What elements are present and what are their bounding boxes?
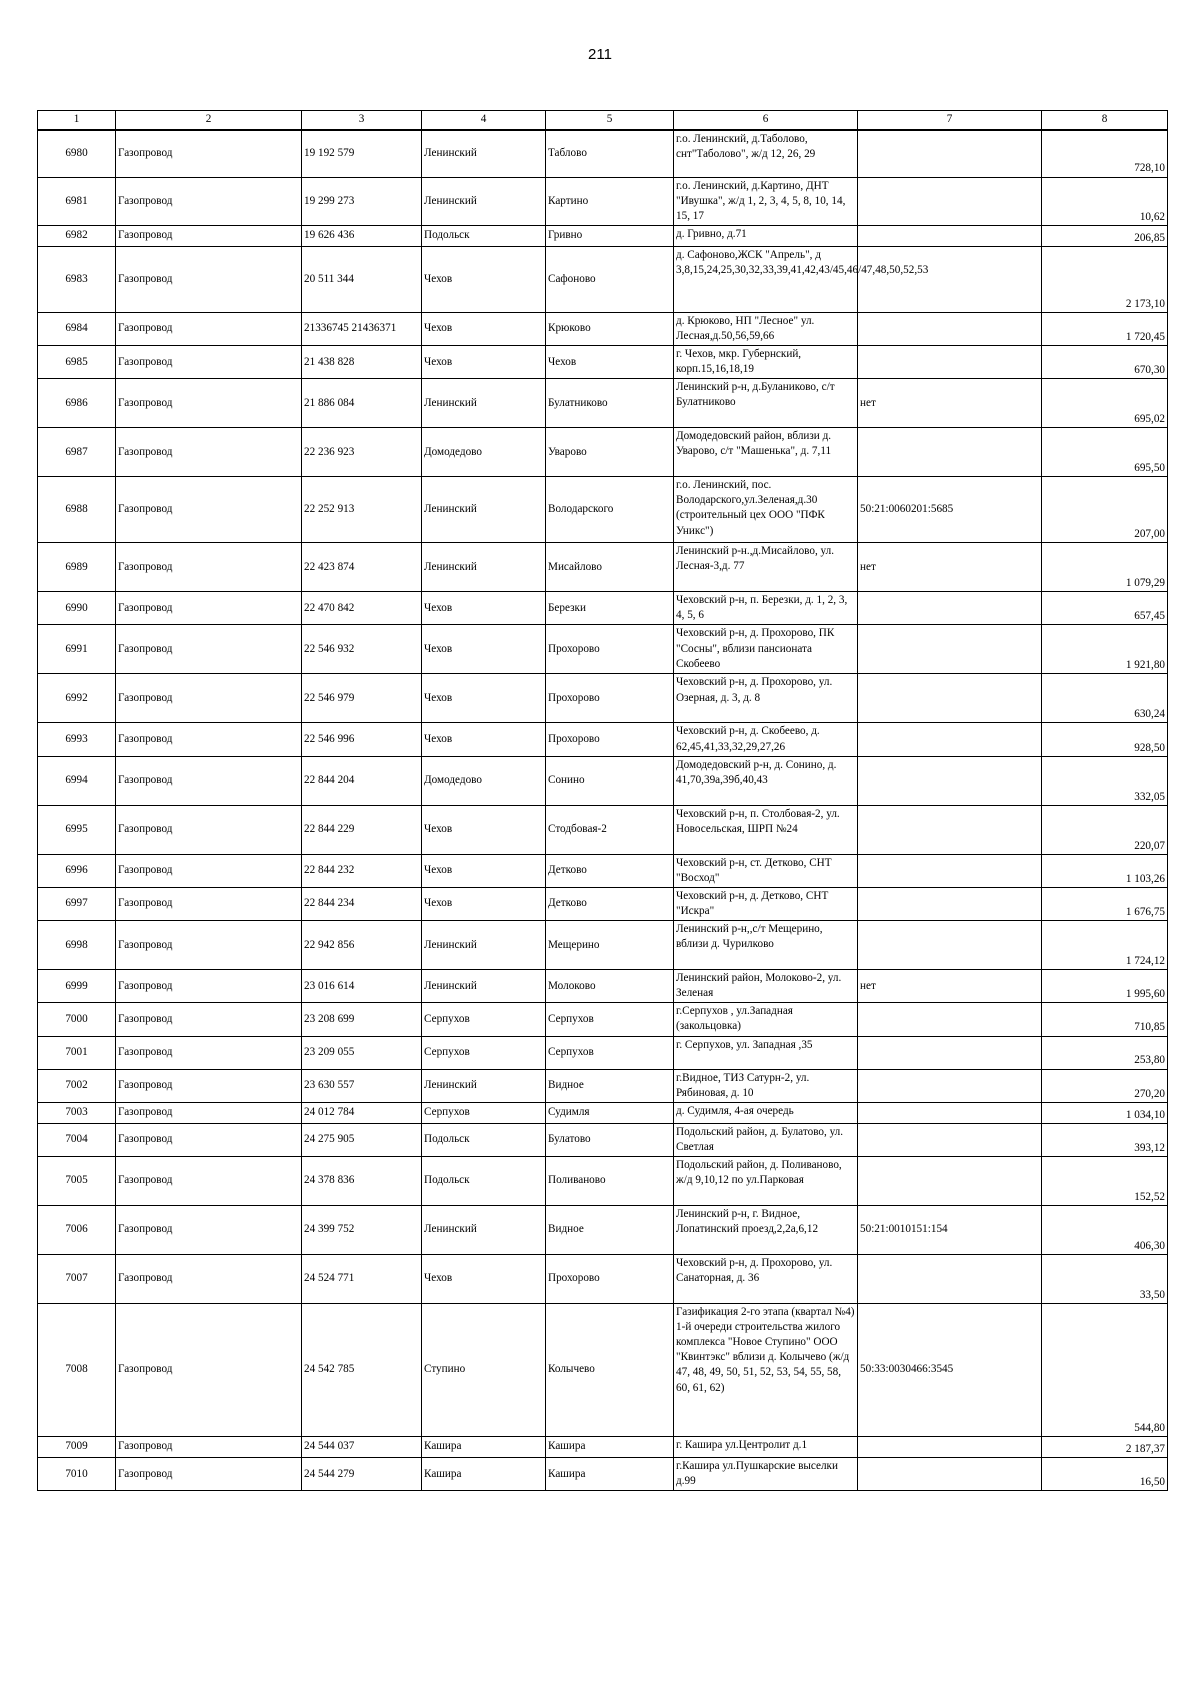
district-cell: Серпухов: [422, 1003, 546, 1036]
row-number-cell: 7004: [38, 1123, 116, 1156]
table-row: [38, 1255, 1168, 1304]
address-cell: Чеховский р-н, д. Прохорово, ул. Санаторная, д. 36: [674, 1255, 858, 1304]
table-row: [38, 674, 1168, 723]
object-id-cell: 21 438 828: [302, 346, 422, 379]
district-cell: Чехов: [422, 723, 546, 756]
object-type-cell: Газопровод: [116, 723, 302, 756]
locality-cell: Сонино: [546, 756, 674, 805]
district-cell: Серпухов: [422, 1102, 546, 1123]
locality-cell: Чехов: [546, 346, 674, 379]
object-id-cell: 24 544 037: [302, 1437, 422, 1458]
object-type-cell: Газопровод: [116, 346, 302, 379]
district-cell: Кашира: [422, 1458, 546, 1491]
length-value-cell: 728,10: [1042, 130, 1168, 177]
address-cell: г. Серпухов, ул. Западная ,35: [674, 1036, 858, 1069]
district-cell: Чехов: [422, 346, 546, 379]
locality-cell: Кашира: [546, 1458, 674, 1491]
district-cell: Ленинский: [422, 130, 546, 177]
district-cell: Чехов: [422, 592, 546, 625]
table-row: [38, 543, 1168, 592]
cadastral-number-cell: [858, 592, 1042, 625]
district-cell: Ступино: [422, 1304, 546, 1437]
table-row: [38, 1458, 1168, 1491]
district-cell: Ленинский: [422, 177, 546, 225]
cadastral-number-cell: [858, 1069, 1042, 1102]
length-value-cell: 695,50: [1042, 428, 1168, 477]
table-row: [38, 1157, 1168, 1206]
cadastral-number-cell: нет: [858, 970, 1042, 1003]
row-number-cell: 6983: [38, 246, 116, 312]
cadastral-number-cell: нет: [858, 379, 1042, 428]
address-cell: Чеховский р-н, д. Детково, СНТ "Искра": [674, 887, 858, 920]
object-id-cell: 22 844 234: [302, 887, 422, 920]
address-cell: Газификация 2-го этапа (квартал №4) 1-й очереди строительства жилого комплекса "Новое Ступино" ООО "Квинтэкс" вблизи д. Колычево (ж/д 47, 48, 49, 50, 51, 52, 53, 54, 55, 58, 60, 61, 62): [674, 1304, 858, 1437]
length-value-cell: 1 103,26: [1042, 854, 1168, 887]
column-header: 7: [858, 111, 1042, 131]
district-cell: Чехов: [422, 854, 546, 887]
object-id-cell: 22 546 996: [302, 723, 422, 756]
row-number-cell: 6991: [38, 625, 116, 674]
cadastral-number-cell: [858, 1437, 1042, 1458]
row-number-cell: 6981: [38, 177, 116, 225]
object-type-cell: Газопровод: [116, 970, 302, 1003]
object-type-cell: Газопровод: [116, 130, 302, 177]
locality-cell: Таблово: [546, 130, 674, 177]
length-value-cell: 1 995,60: [1042, 970, 1168, 1003]
cadastral-number-cell: [858, 428, 1042, 477]
row-number-cell: 6988: [38, 477, 116, 543]
district-cell: Чехов: [422, 1255, 546, 1304]
district-cell: Подольск: [422, 1123, 546, 1156]
table-row: [38, 887, 1168, 920]
address-cell: Ленинский р-н, г. Видное, Лопатинский проезд,2,2а,6,12: [674, 1206, 858, 1255]
table-row: [38, 625, 1168, 674]
row-number-cell: 6992: [38, 674, 116, 723]
locality-cell: Детково: [546, 854, 674, 887]
cadastral-number-cell: [858, 1003, 1042, 1036]
cadastral-number-cell: 50:21:0060201:5685: [858, 477, 1042, 543]
row-number-cell: 7003: [38, 1102, 116, 1123]
object-type-cell: Газопровод: [116, 1255, 302, 1304]
length-value-cell: 1 034,10: [1042, 1102, 1168, 1123]
table-row: [38, 1123, 1168, 1156]
object-type-cell: Газопровод: [116, 225, 302, 246]
table-row: [38, 1206, 1168, 1255]
address-cell: Домодедовский р-н, д. Сонино, д. 41,70,39а,39б,40,43: [674, 756, 858, 805]
object-id-cell: 23 209 055: [302, 1036, 422, 1069]
locality-cell: Прохорово: [546, 625, 674, 674]
locality-cell: Булатниково: [546, 379, 674, 428]
table-row: [38, 592, 1168, 625]
address-cell: д. Сафоново,ЖСК "Апрель", д 3,8,15,24,25,30,32,33,39,41,42,43/45,46/47,48,50,52,53: [674, 246, 858, 312]
locality-cell: Березки: [546, 592, 674, 625]
length-value-cell: 657,45: [1042, 592, 1168, 625]
district-cell: Домодедово: [422, 756, 546, 805]
district-cell: Ленинский: [422, 477, 546, 543]
object-type-cell: Газопровод: [116, 379, 302, 428]
locality-cell: Видное: [546, 1069, 674, 1102]
address-cell: г. Чехов, мкр. Губернский, корп.15,16,18,19: [674, 346, 858, 379]
district-cell: Чехов: [422, 312, 546, 345]
object-id-cell: 23 208 699: [302, 1003, 422, 1036]
table-row: [38, 1102, 1168, 1123]
object-id-cell: 19 299 273: [302, 177, 422, 225]
cadastral-number-cell: [858, 1458, 1042, 1491]
address-cell: д. Крюково, НП "Лесное" ул. Лесная,д.50,56,59,66: [674, 312, 858, 345]
cadastral-number-cell: 50:33:0030466:3545: [858, 1304, 1042, 1437]
address-cell: Ленинский р-н.,д.Мисайлово, ул. Лесная-3,д. 77: [674, 543, 858, 592]
cadastral-number-cell: [858, 887, 1042, 920]
locality-cell: Колычево: [546, 1304, 674, 1437]
object-type-cell: Газопровод: [116, 674, 302, 723]
cadastral-number-cell: [858, 312, 1042, 345]
table-row: [38, 1069, 1168, 1102]
object-id-cell: 22 942 856: [302, 921, 422, 970]
row-number-cell: 6996: [38, 854, 116, 887]
length-value-cell: 152,52: [1042, 1157, 1168, 1206]
length-value-cell: 393,12: [1042, 1123, 1168, 1156]
object-id-cell: 22 546 932: [302, 625, 422, 674]
table-row: [38, 921, 1168, 970]
row-number-cell: 6994: [38, 756, 116, 805]
length-value-cell: 206,85: [1042, 225, 1168, 246]
address-cell: Чеховский р-н, д. Скобеево, д. 62,45,41,33,32,29,27,26: [674, 723, 858, 756]
address-cell: д. Судимля, 4-ая очередь: [674, 1102, 858, 1123]
header-row: [38, 111, 1168, 131]
length-value-cell: 544,80: [1042, 1304, 1168, 1437]
district-cell: Домодедово: [422, 428, 546, 477]
length-value-cell: 2 173,10: [1042, 246, 1168, 312]
column-header: 4: [422, 111, 546, 131]
table-row: [38, 1003, 1168, 1036]
district-cell: Ленинский: [422, 1069, 546, 1102]
object-type-cell: Газопровод: [116, 246, 302, 312]
object-id-cell: 24 399 752: [302, 1206, 422, 1255]
locality-cell: Картино: [546, 177, 674, 225]
object-id-cell: 23 630 557: [302, 1069, 422, 1102]
object-type-cell: Газопровод: [116, 428, 302, 477]
row-number-cell: 6987: [38, 428, 116, 477]
address-cell: Чеховский р-н, д. Прохорово, ул. Озерная, д. 3, д. 8: [674, 674, 858, 723]
row-number-cell: 6993: [38, 723, 116, 756]
row-number-cell: 6989: [38, 543, 116, 592]
table-header: [38, 111, 1168, 131]
object-type-cell: Газопровод: [116, 1458, 302, 1491]
object-type-cell: Газопровод: [116, 805, 302, 854]
table-row: [38, 428, 1168, 477]
object-id-cell: 22 470 842: [302, 592, 422, 625]
table-row: [38, 312, 1168, 345]
row-number-cell: 6998: [38, 921, 116, 970]
cadastral-number-cell: [858, 1036, 1042, 1069]
cadastral-number-cell: [858, 225, 1042, 246]
table-row: [38, 854, 1168, 887]
table-row: [38, 477, 1168, 543]
locality-cell: Кашира: [546, 1437, 674, 1458]
locality-cell: Володарского: [546, 477, 674, 543]
row-number-cell: 7010: [38, 1458, 116, 1491]
locality-cell: Судимля: [546, 1102, 674, 1123]
row-number-cell: 7002: [38, 1069, 116, 1102]
object-type-cell: Газопровод: [116, 1036, 302, 1069]
object-type-cell: Газопровод: [116, 887, 302, 920]
object-type-cell: Газопровод: [116, 854, 302, 887]
object-id-cell: 22 546 979: [302, 674, 422, 723]
object-id-cell: 21 886 084: [302, 379, 422, 428]
cadastral-number-cell: 50:21:0010151:154: [858, 1206, 1042, 1255]
length-value-cell: 207,00: [1042, 477, 1168, 543]
locality-cell: Прохорово: [546, 1255, 674, 1304]
address-cell: д. Гривно, д.71: [674, 225, 858, 246]
address-cell: г.о. Ленинский, д.Таболово, снт"Таболово", ж/д 12, 26, 29: [674, 130, 858, 177]
cadastral-number-cell: [858, 625, 1042, 674]
table-row: [38, 246, 1168, 312]
locality-cell: Серпухов: [546, 1003, 674, 1036]
object-type-cell: Газопровод: [116, 312, 302, 345]
address-cell: Чеховский р-н, д. Прохорово, ПК "Сосны", вблизи пансионата Скобеево: [674, 625, 858, 674]
object-id-cell: 22 844 204: [302, 756, 422, 805]
length-value-cell: 1 079,29: [1042, 543, 1168, 592]
cadastral-number-cell: [858, 1102, 1042, 1123]
length-value-cell: 10,62: [1042, 177, 1168, 225]
object-type-cell: Газопровод: [116, 543, 302, 592]
object-type-cell: Газопровод: [116, 1102, 302, 1123]
object-id-cell: 22 252 913: [302, 477, 422, 543]
object-id-cell: 24 012 784: [302, 1102, 422, 1123]
table-row: [38, 130, 1168, 177]
cadastral-number-cell: [858, 130, 1042, 177]
length-value-cell: 695,02: [1042, 379, 1168, 428]
length-value-cell: 630,24: [1042, 674, 1168, 723]
locality-cell: Булатово: [546, 1123, 674, 1156]
cadastral-number-cell: [858, 674, 1042, 723]
locality-cell: Видное: [546, 1206, 674, 1255]
object-id-cell: 22 236 923: [302, 428, 422, 477]
locality-cell: Крюково: [546, 312, 674, 345]
locality-cell: Мещерино: [546, 921, 674, 970]
object-type-cell: Газопровод: [116, 1437, 302, 1458]
object-type-cell: Газопровод: [116, 1069, 302, 1102]
length-value-cell: 670,30: [1042, 346, 1168, 379]
cadastral-number-cell: [858, 756, 1042, 805]
address-cell: Чеховский р-н, п. Столбовая-2, ул. Новосельская, ШРП №24: [674, 805, 858, 854]
page-number: 211: [588, 46, 612, 63]
length-value-cell: 270,20: [1042, 1069, 1168, 1102]
table-row: [38, 970, 1168, 1003]
address-cell: Ленинский р-н, д.Буланиково, с/т Булатниково: [674, 379, 858, 428]
locality-cell: Сафоново: [546, 246, 674, 312]
table-body: [38, 130, 1168, 1491]
address-cell: Подольский район, д. Поливаново, ж/д 9,10,12 по ул.Парковая: [674, 1157, 858, 1206]
object-type-cell: Газопровод: [116, 1003, 302, 1036]
object-type-cell: Газопровод: [116, 1123, 302, 1156]
row-number-cell: 6986: [38, 379, 116, 428]
district-cell: Подольск: [422, 1157, 546, 1206]
locality-cell: Прохорово: [546, 723, 674, 756]
object-type-cell: Газопровод: [116, 625, 302, 674]
object-type-cell: Газопровод: [116, 177, 302, 225]
address-cell: Подольский район, д. Булатово, ул. Светлая: [674, 1123, 858, 1156]
column-header: 6: [674, 111, 858, 131]
table-row: [38, 1437, 1168, 1458]
row-number-cell: 6985: [38, 346, 116, 379]
length-value-cell: 1 676,75: [1042, 887, 1168, 920]
district-cell: Ленинский: [422, 1206, 546, 1255]
district-cell: Серпухов: [422, 1036, 546, 1069]
locality-cell: Гривно: [546, 225, 674, 246]
length-value-cell: 928,50: [1042, 723, 1168, 756]
column-header: 2: [116, 111, 302, 131]
table-row: [38, 723, 1168, 756]
district-cell: Чехов: [422, 625, 546, 674]
table-row: [38, 346, 1168, 379]
row-number-cell: 6999: [38, 970, 116, 1003]
address-cell: г.Видное, ТИЗ Сатурн-2, ул. Рябиновая, д. 10: [674, 1069, 858, 1102]
table-row: [38, 177, 1168, 225]
object-id-cell: 24 524 771: [302, 1255, 422, 1304]
object-type-cell: Газопровод: [116, 1206, 302, 1255]
table-row: [38, 379, 1168, 428]
cadastral-number-cell: [858, 1123, 1042, 1156]
cadastral-number-cell: [858, 1157, 1042, 1206]
object-id-cell: 22 844 232: [302, 854, 422, 887]
address-cell: Чеховский р-н, ст. Детково, СНТ "Восход": [674, 854, 858, 887]
locality-cell: Молоково: [546, 970, 674, 1003]
row-number-cell: 6997: [38, 887, 116, 920]
locality-cell: Стодбовая-2: [546, 805, 674, 854]
district-cell: Чехов: [422, 246, 546, 312]
locality-cell: Серпухов: [546, 1036, 674, 1069]
column-header: 3: [302, 111, 422, 131]
locality-cell: Уварово: [546, 428, 674, 477]
row-number-cell: 7001: [38, 1036, 116, 1069]
length-value-cell: 2 187,37: [1042, 1437, 1168, 1458]
length-value-cell: 332,05: [1042, 756, 1168, 805]
row-number-cell: 7007: [38, 1255, 116, 1304]
row-number-cell: 6990: [38, 592, 116, 625]
district-cell: Кашира: [422, 1437, 546, 1458]
address-cell: г.Кашира ул.Пушкарские выселки д.99: [674, 1458, 858, 1491]
cadastral-number-cell: нет: [858, 543, 1042, 592]
length-value-cell: 33,50: [1042, 1255, 1168, 1304]
address-cell: Ленинский р-н,,с/т Мещерино, вблизи д. Чурилково: [674, 921, 858, 970]
district-cell: Ленинский: [422, 970, 546, 1003]
object-id-cell: 19 192 579: [302, 130, 422, 177]
object-type-cell: Газопровод: [116, 921, 302, 970]
row-number-cell: 6982: [38, 225, 116, 246]
cadastral-number-cell: [858, 805, 1042, 854]
table-row: [38, 1036, 1168, 1069]
object-id-cell: 20 511 344: [302, 246, 422, 312]
row-number-cell: 7000: [38, 1003, 116, 1036]
row-number-cell: 7005: [38, 1157, 116, 1206]
district-cell: Ленинский: [422, 379, 546, 428]
row-number-cell: 7008: [38, 1304, 116, 1437]
cadastral-number-cell: [858, 246, 1042, 312]
district-cell: Подольск: [422, 225, 546, 246]
column-header: 8: [1042, 111, 1168, 131]
district-cell: Чехов: [422, 805, 546, 854]
district-cell: Ленинский: [422, 921, 546, 970]
length-value-cell: 710,85: [1042, 1003, 1168, 1036]
table-row: [38, 1304, 1168, 1437]
length-value-cell: 1 720,45: [1042, 312, 1168, 345]
table-row: [38, 225, 1168, 246]
object-id-cell: 19 626 436: [302, 225, 422, 246]
object-id-cell: 23 016 614: [302, 970, 422, 1003]
district-cell: Ленинский: [422, 543, 546, 592]
length-value-cell: 253,80: [1042, 1036, 1168, 1069]
row-number-cell: 6980: [38, 130, 116, 177]
district-cell: Чехов: [422, 887, 546, 920]
object-type-cell: Газопровод: [116, 592, 302, 625]
cadastral-number-cell: [858, 346, 1042, 379]
address-cell: Чеховский р-н, п. Березки, д. 1, 2, 3, 4, 5, 6: [674, 592, 858, 625]
length-value-cell: 16,50: [1042, 1458, 1168, 1491]
locality-cell: Мисайлово: [546, 543, 674, 592]
cadastral-number-cell: [858, 854, 1042, 887]
row-number-cell: 6984: [38, 312, 116, 345]
cadastral-number-cell: [858, 723, 1042, 756]
object-type-cell: Газопровод: [116, 756, 302, 805]
length-value-cell: 1 921,80: [1042, 625, 1168, 674]
object-type-cell: Газопровод: [116, 477, 302, 543]
object-type-cell: Газопровод: [116, 1304, 302, 1437]
table-row: [38, 805, 1168, 854]
column-header: 5: [546, 111, 674, 131]
address-cell: Домодедовский район, вблизи д. Уварово, с/т "Машенька", д. 7,11: [674, 428, 858, 477]
object-type-cell: Газопровод: [116, 1157, 302, 1206]
object-id-cell: 24 542 785: [302, 1304, 422, 1437]
length-value-cell: 220,07: [1042, 805, 1168, 854]
address-cell: Ленинский район, Молоково-2, ул. Зеленая: [674, 970, 858, 1003]
object-id-cell: 22 844 229: [302, 805, 422, 854]
column-header: 1: [38, 111, 116, 131]
cadastral-number-cell: [858, 177, 1042, 225]
row-number-cell: 7009: [38, 1437, 116, 1458]
object-id-cell: 21336745 21436371: [302, 312, 422, 345]
locality-cell: Прохорово: [546, 674, 674, 723]
table-row: [38, 756, 1168, 805]
row-number-cell: 6995: [38, 805, 116, 854]
row-number-cell: 7006: [38, 1206, 116, 1255]
object-id-cell: 24 544 279: [302, 1458, 422, 1491]
object-id-cell: 24 275 905: [302, 1123, 422, 1156]
address-cell: г.о. Ленинский, пос. Володарского,ул.Зеленая,д.30 (строительный цех ООО "ПФК Уникс"): [674, 477, 858, 543]
object-id-cell: 22 423 874: [302, 543, 422, 592]
length-value-cell: 406,30: [1042, 1206, 1168, 1255]
address-cell: г.о. Ленинский, д.Картино, ДНТ "Ивушка", ж/д 1, 2, 3, 4, 5, 8, 10, 14, 15, 17: [674, 177, 858, 225]
locality-cell: Детково: [546, 887, 674, 920]
cadastral-number-cell: [858, 1255, 1042, 1304]
cadastral-number-cell: [858, 921, 1042, 970]
object-id-cell: 24 378 836: [302, 1157, 422, 1206]
registry-table: [37, 110, 1168, 1491]
length-value-cell: 1 724,12: [1042, 921, 1168, 970]
address-cell: г.Серпухов , ул.Западная (закольцовка): [674, 1003, 858, 1036]
locality-cell: Поливаново: [546, 1157, 674, 1206]
district-cell: Чехов: [422, 674, 546, 723]
address-cell: г. Кашира ул.Центролит д.1: [674, 1437, 858, 1458]
